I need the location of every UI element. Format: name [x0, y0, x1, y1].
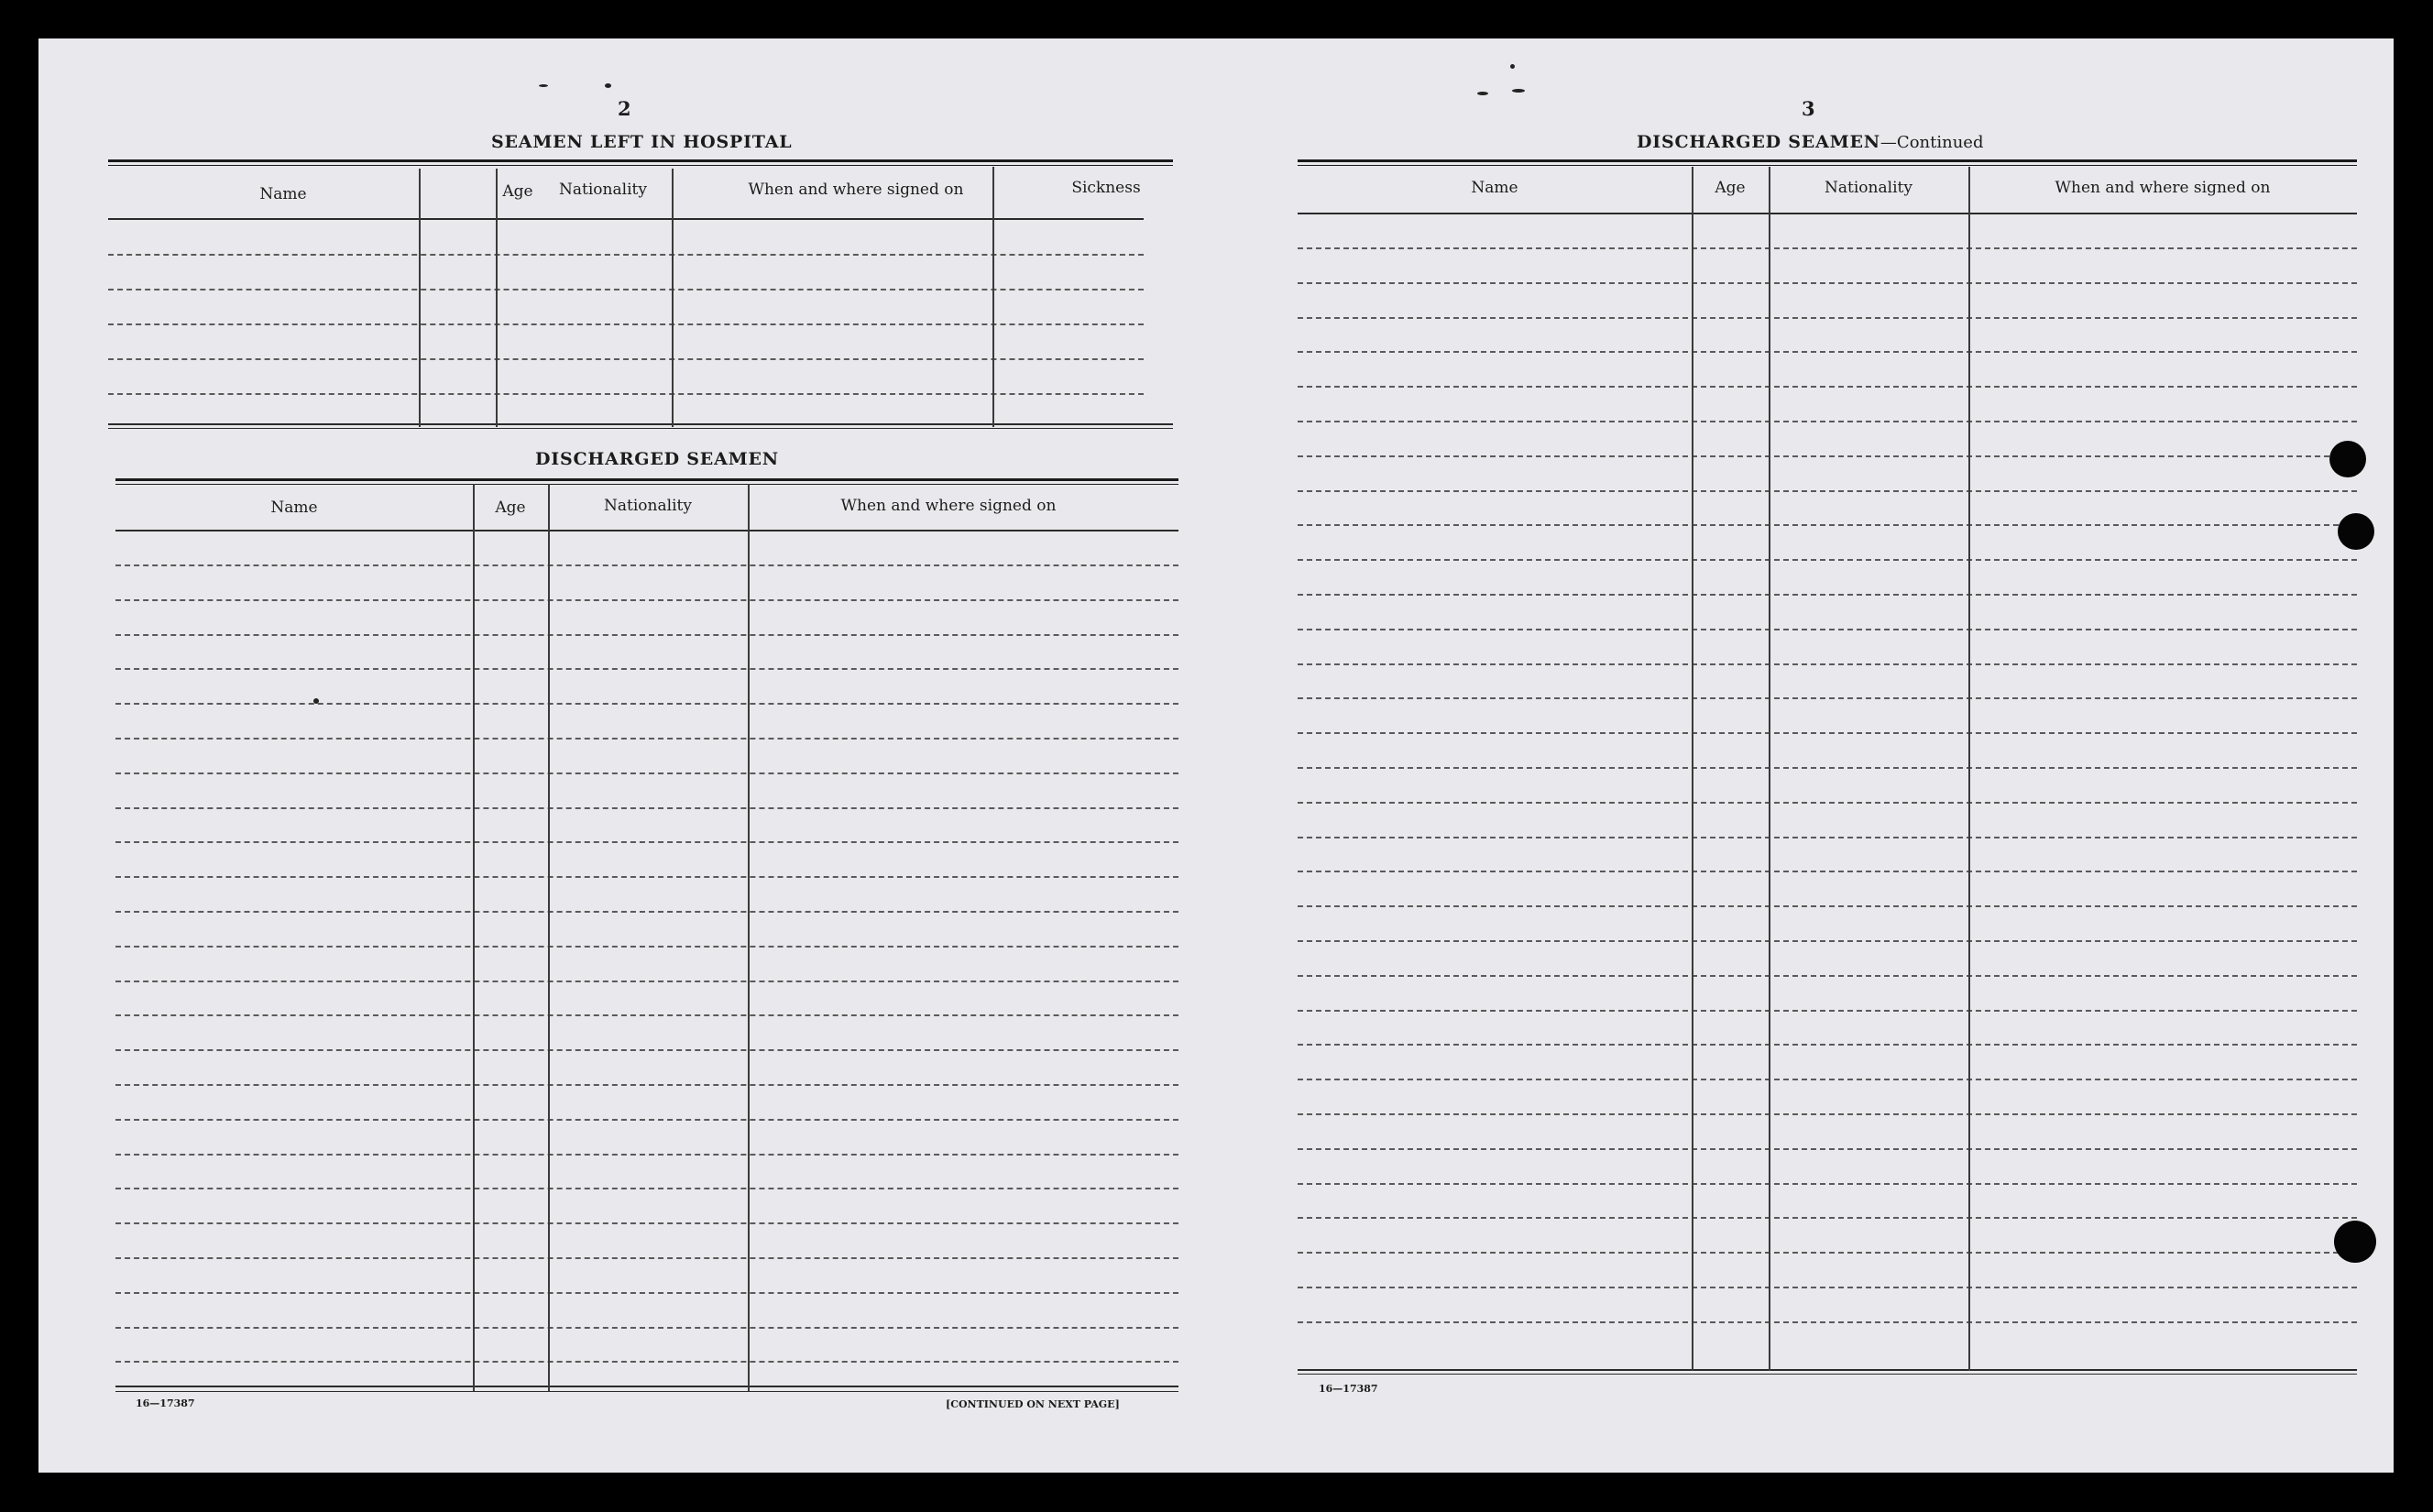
ruled-line [1298, 559, 2357, 561]
scan-mark [313, 698, 319, 704]
right-col-when-where: When and where signed on [2055, 179, 2271, 197]
ruled-line [1298, 837, 2357, 838]
scan-mark [605, 83, 611, 88]
ruled-line [1298, 1148, 2357, 1150]
ruled-line [115, 841, 1178, 843]
ruled-line [1298, 594, 2357, 596]
ruled-line [115, 1361, 1178, 1363]
scan-mark [1477, 92, 1488, 95]
ruled-line [108, 358, 1144, 360]
scan-mark [1512, 89, 1525, 93]
ruled-line [1298, 1113, 2357, 1115]
ruled-line [1298, 1183, 2357, 1185]
punch-hole [2329, 441, 2366, 477]
ruled-line [115, 1222, 1178, 1224]
right-form-number: 16—17387 [1319, 1383, 1378, 1395]
ruled-line [108, 289, 1144, 290]
punch-hole [2334, 1221, 2376, 1263]
hospital-col-when-where: When and where signed on [748, 181, 964, 199]
discharged-col-age: Age [495, 499, 526, 517]
ruled-line [115, 634, 1178, 636]
ruled-line [108, 323, 1144, 325]
ruled-line [1298, 802, 2357, 804]
right-col-divider [1769, 167, 1770, 1371]
ruled-line [1298, 282, 2357, 284]
hospital-header-bottom-rule [108, 218, 1144, 220]
discharged-section-title: DISCHARGED SEAMEN [535, 449, 779, 469]
discharged-col-divider [748, 484, 750, 1391]
ruled-line [1298, 767, 2357, 769]
discharged-col-name: Name [270, 499, 318, 517]
ruled-line [108, 393, 1144, 395]
right-section-title-suffix: —Continued [1880, 133, 1984, 152]
right-col-nationality: Nationality [1825, 179, 1912, 197]
ruled-line [1298, 1287, 2357, 1288]
discharged-col-divider [548, 484, 550, 1391]
ruled-line [115, 876, 1178, 878]
right-table-top-rule [1298, 159, 2357, 162]
right-header-bottom-rule [1298, 213, 2357, 214]
discharged-col-nationality: Nationality [604, 497, 692, 515]
right-page-number: 3 [1802, 97, 1815, 120]
ruled-line [115, 1014, 1178, 1016]
ruled-line [1298, 524, 2357, 526]
right-col-divider [1692, 167, 1693, 1371]
hospital-section-title: SEAMEN LEFT IN HOSPITAL [491, 132, 793, 152]
ruled-line [1298, 871, 2357, 872]
ruled-line [1298, 940, 2357, 942]
ruled-line [1298, 455, 2357, 457]
right-col-divider [1968, 167, 1970, 1371]
ruled-line [115, 738, 1178, 740]
ruled-line [108, 254, 1144, 256]
hospital-col-name: Name [259, 185, 307, 203]
ruled-line [1298, 629, 2357, 630]
ruled-line [1298, 663, 2357, 665]
ruled-line [115, 946, 1178, 948]
discharged-table-bottom-rule [115, 1386, 1178, 1387]
ruled-line [1298, 386, 2357, 388]
ruled-line [1298, 732, 2357, 734]
ruled-line [115, 1049, 1178, 1051]
ruled-line [1298, 697, 2357, 699]
right-col-name: Name [1471, 179, 1518, 197]
hospital-table-bottom-rule [108, 423, 1173, 425]
ruled-line [1298, 317, 2357, 319]
ruled-line [115, 772, 1178, 774]
hospital-col-divider [496, 169, 498, 427]
hospital-col-sickness: Sickness [1071, 179, 1141, 197]
scan-mark [1510, 64, 1515, 69]
discharged-table-top-rule [115, 478, 1178, 481]
ruled-line [1298, 1079, 2357, 1080]
ruled-line [115, 807, 1178, 809]
ruled-line [1298, 1252, 2357, 1254]
ruled-line [115, 668, 1178, 670]
right-section-title [1637, 132, 1983, 152]
ruled-line [115, 981, 1178, 982]
continued-note: [CONTINUED ON NEXT PAGE] [946, 1398, 1120, 1410]
ruled-line [1298, 1010, 2357, 1012]
hospital-col-nationality: Nationality [559, 181, 647, 199]
ruled-line [1298, 247, 2357, 249]
right-section-title-main: DISCHARGED SEAMEN [1637, 132, 1880, 152]
document-sheet [38, 38, 2394, 1473]
ruled-line [115, 1154, 1178, 1156]
ruled-line [1298, 1217, 2357, 1219]
ruled-line [115, 911, 1178, 913]
discharged-header-bottom-rule [115, 530, 1178, 531]
ruled-line [1298, 1321, 2357, 1323]
right-table-bottom-rule [1298, 1369, 2357, 1371]
scan-mark [539, 84, 548, 87]
ruled-line [1298, 490, 2357, 492]
hospital-col-divider [419, 169, 421, 427]
hospital-table-top-rule [108, 159, 1173, 162]
ruled-line [115, 1084, 1178, 1086]
ruled-line [115, 1119, 1178, 1121]
ruled-line [115, 1327, 1178, 1329]
hospital-col-divider [992, 167, 994, 427]
ruled-line [115, 564, 1178, 566]
hospital-col-divider [672, 169, 674, 427]
discharged-col-when-where: When and where signed on [840, 497, 1057, 515]
hospital-col-age: Age [502, 182, 533, 201]
discharged-col-divider [473, 484, 475, 1391]
ruled-line [115, 703, 1178, 705]
ruled-line [1298, 421, 2357, 422]
punch-hole [2338, 513, 2374, 550]
ruled-line [115, 1292, 1178, 1294]
ruled-line [115, 1188, 1178, 1189]
left-form-number: 16—17387 [136, 1397, 195, 1409]
right-col-age: Age [1715, 179, 1746, 197]
ruled-line [1298, 1044, 2357, 1046]
left-page-number: 2 [618, 97, 631, 120]
ruled-line [1298, 905, 2357, 907]
ruled-line [1298, 351, 2357, 353]
ruled-line [1298, 975, 2357, 977]
ruled-line [115, 1257, 1178, 1259]
ruled-line [115, 599, 1178, 601]
